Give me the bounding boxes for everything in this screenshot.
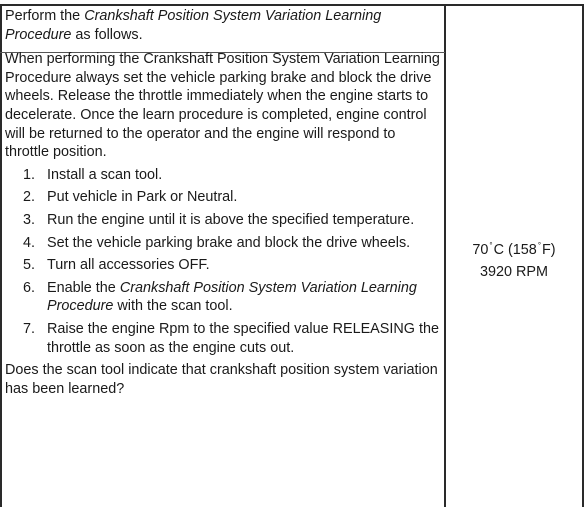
step-text: Set the vehicle parking brake and block the drive wheels. — [47, 234, 411, 251]
temp-celsius-unit: C — [493, 242, 504, 258]
degree-symbol: ° — [489, 241, 493, 250]
intro-paragraph — [5, 7, 441, 44]
intro-suffix: as follows. — [71, 26, 143, 43]
step-procedure-name: Crankshaft Position System Variation Learning Procedure — [47, 279, 417, 315]
step-number: 4. — [23, 234, 36, 251]
rpm-value: 3920 RPM — [480, 264, 548, 280]
step-number: 6. — [23, 279, 36, 296]
list-item — [5, 211, 441, 230]
step-list — [5, 166, 441, 357]
step-text: Raise the engine Rpm to the specified value RELEASING the throttle as soon as the engine cuts out. — [47, 320, 439, 356]
list-item — [5, 279, 441, 316]
list-item — [5, 256, 441, 275]
list-item — [5, 234, 441, 253]
step-text: Install a scan tool. — [47, 166, 163, 183]
step-text-suffix: with the scan tool. — [113, 298, 233, 315]
step-number: 1. — [23, 166, 36, 183]
question-paragraph: Does the scan tool indicate that crankshaft position system variation has been learned? — [5, 362, 438, 397]
list-item — [5, 166, 441, 185]
step-number: 3. — [23, 211, 36, 228]
value-cell — [446, 235, 582, 283]
procedure-name: Crankshaft Position System Variation Learning Procedure — [5, 8, 382, 43]
temp-fahrenheit-unit: F) — [542, 242, 556, 258]
step-number: 2. — [23, 189, 36, 206]
step-number: 7. — [23, 320, 36, 337]
list-item — [5, 320, 441, 357]
table-right-border — [582, 4, 584, 507]
step-text: Turn all accessories OFF. — [47, 257, 210, 274]
list-item — [5, 188, 441, 207]
caution-paragraph: When performing the Crankshaft Position System Variation Learning Procedure always set the vehicle parking brake and block the drive wheels. Release the throttle immediately when the engine starts to decelerate. Once the learn procedure is completed, engine control will be returned to the operator and the engine will respond to throttle position. — [5, 51, 440, 161]
step-text: Put vehicle in Park or Neutral. — [47, 189, 238, 206]
step-text-prefix: Enable the — [47, 279, 120, 296]
intro-prefix: Perform the — [5, 8, 85, 24]
temp-celsius-number: 70 — [472, 242, 489, 258]
temperature-value — [446, 235, 582, 261]
table-top-border — [0, 4, 584, 6]
action-cell — [5, 7, 441, 398]
step-number: 5. — [23, 257, 36, 274]
table-left-border — [0, 4, 2, 507]
temp-fahrenheit-number: (158 — [508, 242, 537, 258]
degree-symbol: ° — [537, 241, 542, 250]
step-text: Run the engine until it is above the specified temperature. — [47, 211, 415, 228]
